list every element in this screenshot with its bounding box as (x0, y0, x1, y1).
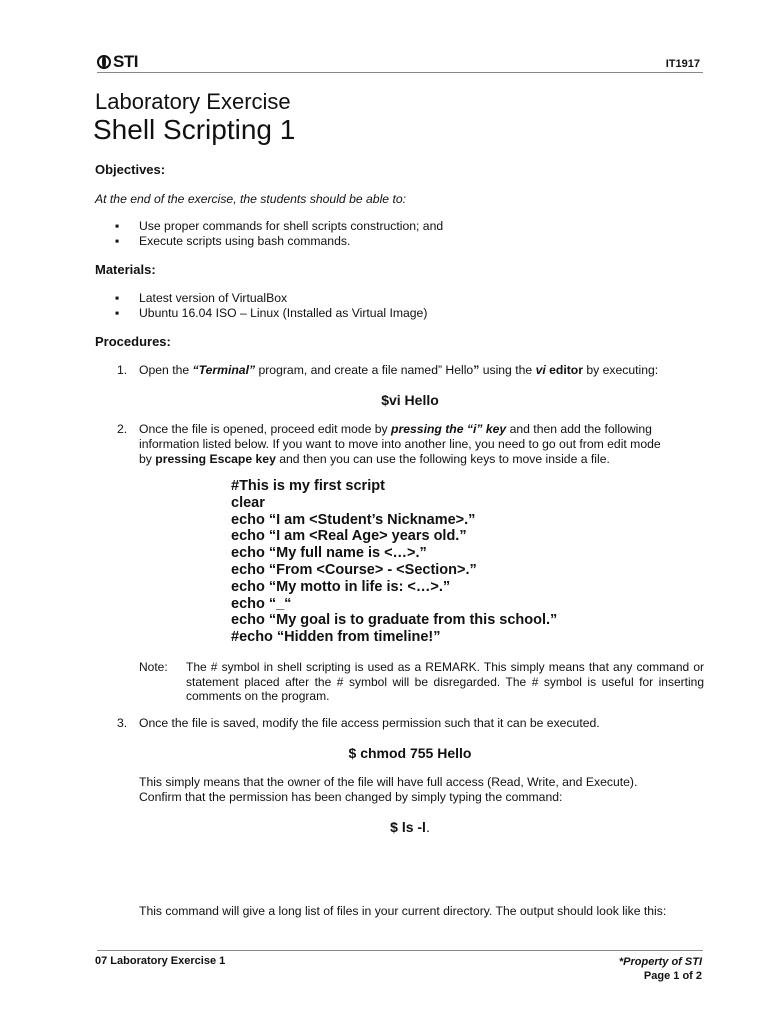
command-vi-hello: $vi Hello (381, 392, 439, 408)
bullet-icon: ▪ (115, 306, 120, 320)
code-line: echo “My motto in life is: <…>.” (231, 578, 451, 595)
footer-right (619, 955, 702, 983)
code-line: echo “_“ (231, 595, 292, 612)
code-line: echo “I am <Real Age> years old.” (231, 528, 467, 545)
footer-divider (97, 950, 703, 951)
step-number: 3. (117, 716, 128, 730)
code-line: echo “My full name is <…>.” (231, 545, 427, 562)
code-line: #This is my first script (231, 478, 385, 494)
step-number: 2. (117, 422, 128, 436)
footer-title: 07 Laboratory Exercise 1 (95, 955, 226, 967)
code-line: echo “My goal is to graduate from this school.” (231, 612, 558, 629)
command-chmod: $ chmod 755 Hello (348, 745, 472, 761)
objectives-heading: Objectives: (95, 162, 166, 177)
code-line: #echo “Hidden from timeline!” (231, 629, 441, 646)
bullet-icon: ▪ (115, 219, 120, 233)
procedures-heading: Procedures: (95, 334, 171, 349)
command-ls: $ ls -l. (390, 819, 430, 835)
bullet-icon: ▪ (115, 234, 120, 248)
header-divider (97, 72, 703, 73)
objective-item: Execute scripts using bash commands. (139, 234, 351, 248)
title-line-2: Shell Scripting 1 (93, 114, 296, 145)
bullet-icon: ▪ (115, 291, 120, 305)
step-number: 1. (117, 363, 128, 377)
step-3-text: Once the file is saved, modify the file access permission such that it can be executed. (139, 716, 600, 730)
logo-text: STI (113, 52, 138, 71)
material-item: Ubuntu 16.04 ISO – Linux (Installed as Virtual Image) (139, 306, 428, 320)
step-3-explain: This simply means that the owner of the file will have full access (Read, Write, and Execute). Confirm that the permission has been changed by simply typing the command: (139, 775, 638, 804)
code-line: clear (231, 494, 265, 511)
note-text: The # symbol in shell scripting is used as a REMARK. This simply means that any command or statement placed after the # symbol will be disregarded. The # symbol is useful for inserting comments on the program. (186, 660, 704, 703)
material-item: Latest version of VirtualBox (139, 291, 288, 305)
objective-item: Use proper commands for shell scripts construction; and (139, 219, 444, 233)
sti-logo (97, 52, 138, 72)
page-number: Page 1 of 2 (643, 970, 702, 982)
step-2-text: Once the file is opened, proceed edit mode by pressing the “i” key and then add the following information listed below. If you want to move into another line, you need to go out from edit mode by pressing Escape key and then you can use the following keys to move inside a file. (139, 422, 661, 466)
document-code: IT1917 (665, 58, 700, 70)
note-label: Note: (139, 660, 168, 674)
objectives-intro: At the end of the exercise, the students should be able to: (95, 192, 406, 206)
step-3-after: This command will give a long list of files in your current directory. The output should look like this: (139, 904, 667, 918)
step-1-text: Open the “Terminal” program, and create a file named” Hello” using the vi editor by executing: (139, 363, 659, 377)
title-line-1: Laboratory Exercise (95, 89, 291, 114)
code-block (231, 478, 557, 646)
materials-heading: Materials: (95, 262, 156, 277)
code-line: echo “From <Course> - <Section>.” (231, 561, 477, 578)
globe-icon (97, 55, 111, 69)
code-line: echo “I am <Student’s Nickname>.” (231, 511, 476, 528)
property-notice: *Property of STI (618, 956, 702, 968)
